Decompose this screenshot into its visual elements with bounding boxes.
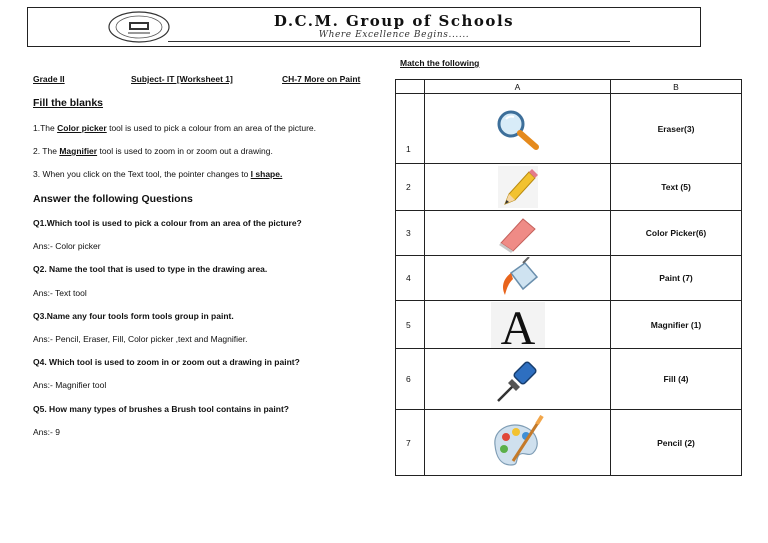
paint-bucket-icon bbox=[425, 256, 611, 301]
table-row bbox=[396, 301, 742, 349]
row-number: 1 bbox=[396, 94, 425, 164]
tagline-divider bbox=[168, 41, 630, 42]
answer: Ans:- Pencil, Eraser, Fill, Color picker ,text and Magnifier. bbox=[33, 334, 248, 344]
subject-label: Subject- IT [Worksheet 1] bbox=[131, 74, 233, 84]
question: Q5. How many types of brushes a Brush tool contains in paint? bbox=[33, 404, 289, 414]
answer: Ans:- Text tool bbox=[33, 288, 87, 298]
question: Q4. Which tool is used to zoom in or zoom out a drawing in paint? bbox=[33, 357, 300, 367]
row-number: 2 bbox=[396, 164, 425, 211]
header-num bbox=[396, 80, 425, 94]
row-number: 3 bbox=[396, 211, 425, 256]
match-header-row bbox=[396, 80, 742, 94]
fill-blank-item: 1.The Color picker tool is used to pick a colour from an area of the picture. bbox=[33, 123, 317, 133]
row-number: 4 bbox=[396, 256, 425, 301]
row-number: 5 bbox=[396, 301, 425, 349]
table-row bbox=[396, 256, 742, 301]
school-header bbox=[27, 7, 701, 47]
fill-blank-item: 3. When you click on the Text tool, the pointer changes to I shape. bbox=[33, 169, 283, 179]
table-row bbox=[396, 211, 742, 256]
match-b-label: Magnifier (1) bbox=[611, 301, 742, 349]
row-number: 6 bbox=[396, 349, 425, 410]
table-row bbox=[396, 164, 742, 211]
magnifier-icon bbox=[425, 94, 611, 164]
match-b-label: Text (5) bbox=[611, 164, 742, 211]
fill-blanks-heading: Fill the blanks bbox=[33, 97, 104, 109]
match-title: Match the following bbox=[400, 58, 480, 68]
header-col-a: A bbox=[425, 80, 611, 94]
match-b-label: Color Picker(6) bbox=[611, 211, 742, 256]
answer: Ans:- 9 bbox=[33, 427, 60, 437]
paint-palette-icon bbox=[425, 410, 611, 476]
chapter-label: CH-7 More on Paint bbox=[282, 74, 361, 84]
match-b-label: Paint (7) bbox=[611, 256, 742, 301]
row-number: 7 bbox=[396, 410, 425, 476]
question: Q2. Name the tool that is used to type in the drawing area. bbox=[33, 264, 268, 274]
school-tagline: Where Excellence Begins...... bbox=[318, 30, 470, 40]
table-row bbox=[396, 349, 742, 410]
question: Q1.Which tool is used to pick a colour from an area of the picture? bbox=[33, 218, 302, 228]
table-row bbox=[396, 410, 742, 476]
text-icon bbox=[425, 301, 611, 349]
match-b-label: Fill (4) bbox=[611, 349, 742, 410]
match-b-label: Eraser(3) bbox=[611, 94, 742, 164]
questions-heading: Answer the following Questions bbox=[33, 193, 193, 205]
eraser-icon bbox=[425, 211, 611, 256]
school-name: D.C.M. Group of Schools bbox=[273, 12, 515, 30]
pencil-icon bbox=[425, 164, 611, 211]
answer: Ans:- Color picker bbox=[33, 241, 101, 251]
match-table bbox=[395, 79, 742, 476]
question: Q3.Name any four tools form tools group in paint. bbox=[33, 311, 234, 321]
match-b-label: Pencil (2) bbox=[611, 410, 742, 476]
fill-blank-item: 2. The Magnifier tool is used to zoom in or zoom out a drawing. bbox=[33, 146, 273, 156]
grade-label: Grade II bbox=[33, 74, 65, 84]
color-picker-icon bbox=[425, 349, 611, 410]
table-row bbox=[396, 94, 742, 164]
answer: Ans:- Magnifier tool bbox=[33, 380, 107, 390]
header-col-b: B bbox=[611, 80, 742, 94]
svg-text:A: A bbox=[500, 301, 535, 348]
